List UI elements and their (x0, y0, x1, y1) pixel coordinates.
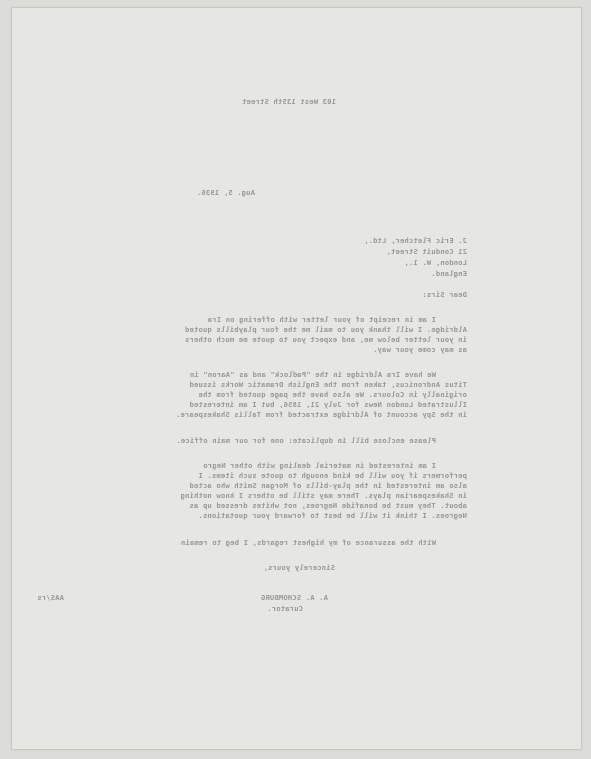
address-line: J. Eric Fletcher, Ltd., (364, 236, 467, 245)
letter-sheet (11, 7, 582, 750)
paragraph-line: Please enclose bill in duplicate: one for our main office. (176, 436, 436, 445)
paragraph-line: Titus Andronicus, taken from the English Dramatic Works issued (189, 380, 467, 389)
address-line: 21 Conduit Street, (386, 247, 467, 256)
show-through-text-layer (12, 8, 581, 749)
signature-title: Curator. (267, 604, 303, 613)
paragraph-line: in Shakespearian plays. There may still be others I know nothing (180, 491, 467, 500)
paragraph-line: performers if you will be kind enough to quote such items. I (198, 471, 467, 480)
paragraph-line: Negroes. I think it will be best to forward your quotations. (198, 511, 467, 520)
closing: Sincerely yours, (263, 563, 335, 572)
paragraph-line: in the Spy account of Aldridge extracted from Tallis Shakespeare. (175, 410, 467, 419)
address-line: England. (431, 269, 467, 278)
address-line: London, W. 1., (404, 258, 467, 267)
paragraph-line: Illustrated London News for July 21, 1856, but I am interested (189, 400, 467, 409)
paragraph-line: about. They must be bonafide Negroes, not whites dressed up as (189, 501, 467, 510)
paragraph-line: also am interested in the play-bills of Morgan Smith who acted (189, 481, 467, 490)
typist-initials: AAS/rs (37, 593, 64, 602)
paragraph-line: I am in receipt of your letter with offering on Ira (207, 315, 436, 324)
paragraph-line: I am interested in material dealing with other Negro (203, 461, 436, 470)
letter-date: Aug. 5, 1936. (196, 188, 255, 197)
paragraph-line: as may come your way. (372, 345, 467, 354)
salutation: Dear Sirs: (422, 290, 467, 299)
signature-name: A. A. SCHOMBURG (260, 593, 328, 602)
letterhead: 103 West 135th Street (241, 97, 336, 106)
paragraph-line: With the assurance of my highest regards, I beg to remain (180, 538, 436, 547)
paragraph-line: Aldridge. I will thank you to mail me the four playbills quoted (184, 325, 467, 334)
paragraph-line: originally in Colours. We also have the page quoted from the (198, 390, 467, 399)
paragraph-line: We have Ira Aldridge in the "Padlock" and as "Aaron" in (189, 370, 436, 379)
paragraph-line: in your letter below me, and expect you to quote me much others (184, 335, 467, 344)
